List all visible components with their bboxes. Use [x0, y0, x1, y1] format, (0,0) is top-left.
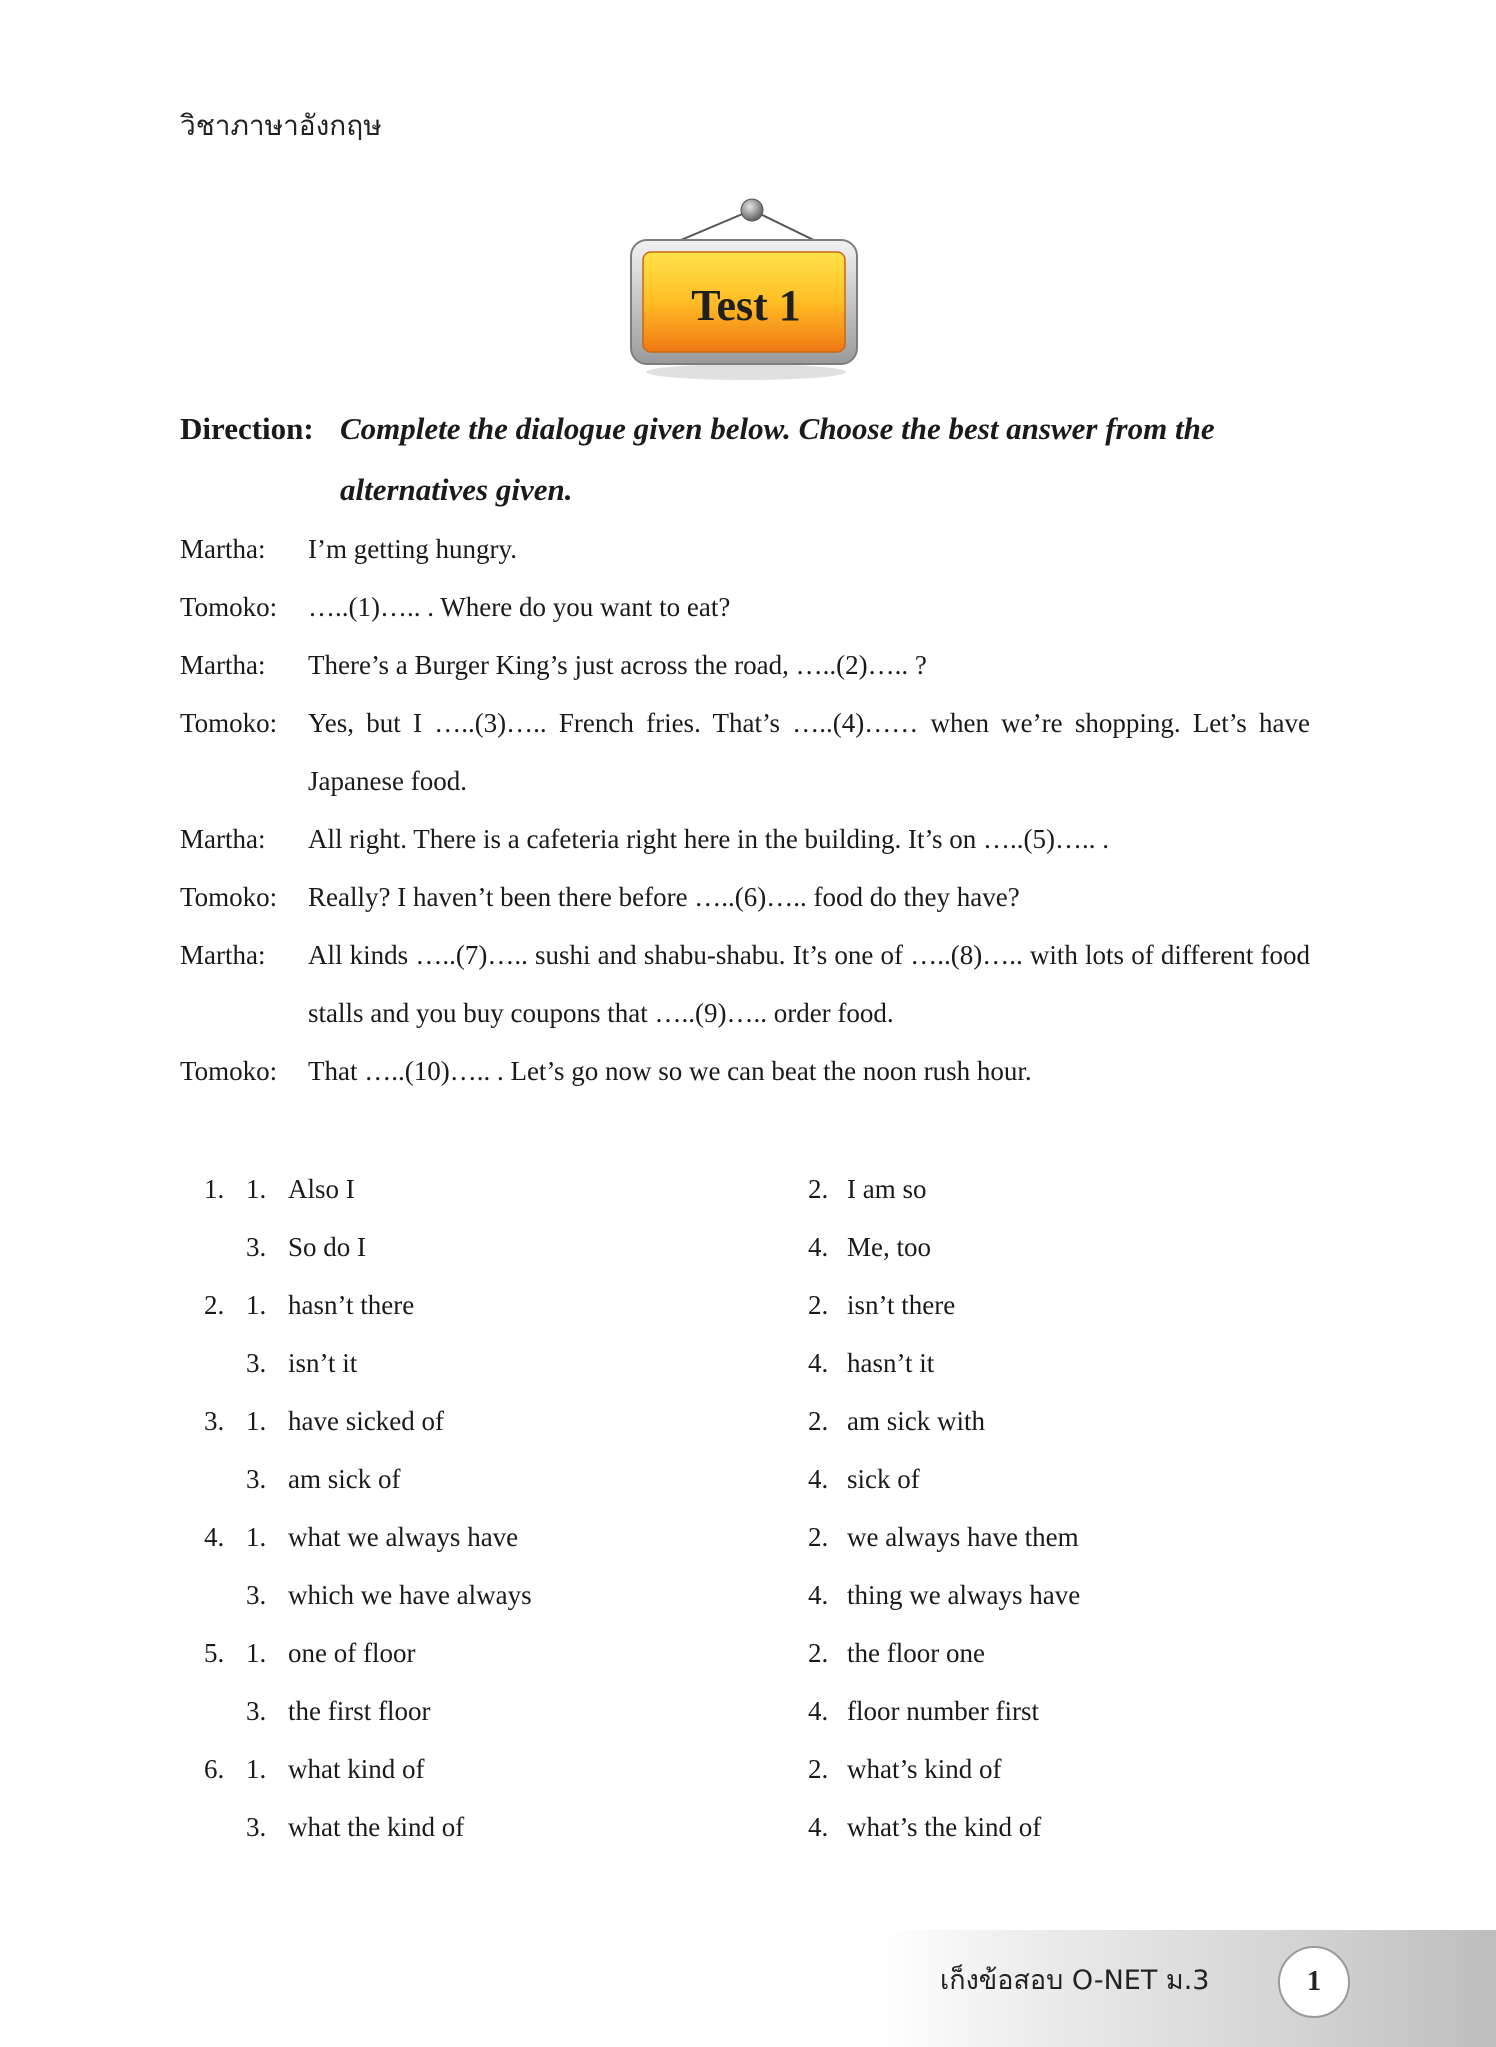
choice-number: 4.	[808, 1580, 829, 1610]
choice-number: 2.	[808, 1174, 829, 1204]
speaker-name: Martha:	[180, 650, 266, 680]
choice-number: 1.	[246, 1522, 267, 1552]
choice-text: what’s kind of	[847, 1754, 1002, 1784]
utterance-text: I’m getting hungry.	[308, 534, 517, 564]
choice-text: am sick with	[847, 1406, 985, 1436]
option-row	[180, 1218, 1180, 1276]
choice-number: 3.	[246, 1696, 267, 1726]
utterance-text: Yes, but I …..(3)….. French fries. That’s …..(4)…… when we’re shopping. Let’s have Japanese food.	[308, 708, 1310, 796]
direction-text: Complete the dialogue given below. Choose the best answer from the alternatives given.	[340, 411, 1215, 507]
dialogue-line	[180, 578, 1310, 636]
subject-header: วิชาภาษาอังกฤษ	[180, 109, 382, 142]
choice-text: isn’t there	[847, 1290, 956, 1320]
question-number: 5.	[204, 1638, 225, 1668]
choice-number: 2.	[808, 1638, 829, 1668]
question-number: 2.	[204, 1290, 225, 1320]
choice-text: I am so	[847, 1174, 927, 1204]
utterance-text: All right. There is a cafeteria right here in the building. It’s on …..(5)….. .	[308, 824, 1110, 854]
choice-number: 2.	[808, 1522, 829, 1552]
choice-number: 4.	[808, 1348, 829, 1378]
speaker-name: Tomoko:	[180, 882, 278, 912]
choice-text: what the kind of	[288, 1812, 465, 1842]
choice-text: the first floor	[288, 1696, 431, 1726]
option-row	[180, 1566, 1180, 1624]
book-title: เก็งข้อสอบ O-NET ม.3	[940, 1965, 1210, 1996]
utterance-text: All kinds …..(7)….. sushi and shabu-shabu. It’s one of …..(8)….. with lots of different food stalls and you buy coupons that …..(9)….. order food.	[308, 940, 1310, 1028]
question-number: 1.	[204, 1174, 225, 1204]
option-row	[180, 1392, 1180, 1450]
choice-text: which we have always	[288, 1580, 532, 1610]
choice-number: 3.	[246, 1464, 267, 1494]
choice-text: one of floor	[288, 1638, 416, 1668]
direction-label: Direction:	[180, 411, 314, 446]
dialogue-line	[180, 868, 1310, 926]
utterance-text: That …..(10)….. . Let’s go now so we can beat the noon rush hour.	[308, 1056, 1032, 1086]
question-number: 6.	[204, 1754, 225, 1784]
choice-text: what kind of	[288, 1754, 425, 1784]
option-row	[180, 1450, 1180, 1508]
choice-number: 3.	[246, 1812, 267, 1842]
option-row	[180, 1160, 1180, 1218]
choice-number: 4.	[808, 1696, 829, 1726]
option-row	[180, 1740, 1180, 1798]
dialogue	[180, 520, 1310, 1100]
utterance-text: Really? I haven’t been there before …..(6)….. food do they have?	[308, 882, 1020, 912]
speaker-name: Martha:	[180, 534, 266, 564]
choice-text: hasn’t it	[847, 1348, 935, 1378]
choice-number: 2.	[808, 1290, 829, 1320]
option-row	[180, 1334, 1180, 1392]
option-row	[180, 1276, 1180, 1334]
choice-number: 1.	[246, 1290, 267, 1320]
answer-options	[180, 1160, 1180, 1856]
option-row	[180, 1682, 1180, 1740]
sign-title: Test 1	[691, 281, 801, 330]
test-sign	[628, 192, 864, 392]
utterance-text: There’s a Burger King’s just across the road, …..(2)….. ?	[308, 650, 927, 680]
choice-text: we always have them	[847, 1522, 1079, 1552]
choice-text: thing we always have	[847, 1580, 1081, 1610]
speaker-name: Tomoko:	[180, 1056, 278, 1086]
dialogue-line	[180, 694, 1310, 810]
choice-number: 4.	[808, 1232, 829, 1262]
choice-number: 4.	[808, 1464, 829, 1494]
choice-text: am sick of	[288, 1464, 401, 1494]
option-row	[180, 1624, 1180, 1682]
choice-text: sick of	[847, 1464, 920, 1494]
dialogue-line	[180, 636, 1310, 694]
utterance-text: …..(1)….. . Where do you want to eat?	[308, 592, 731, 622]
speaker-name: Tomoko:	[180, 592, 278, 622]
choice-number: 4.	[808, 1812, 829, 1842]
choice-number: 3.	[246, 1232, 267, 1262]
option-row	[180, 1798, 1180, 1856]
choice-text: what’s the kind of	[847, 1812, 1042, 1842]
dialogue-line	[180, 810, 1310, 868]
choice-text: floor number first	[847, 1696, 1039, 1726]
choice-text: Also I	[288, 1174, 355, 1204]
choice-text: So do I	[288, 1232, 367, 1262]
choice-number: 1.	[246, 1406, 267, 1436]
speaker-name: Martha:	[180, 824, 266, 854]
choice-text: what we always have	[288, 1522, 519, 1552]
dialogue-line	[180, 926, 1310, 1042]
choice-number: 2.	[808, 1754, 829, 1784]
question-number: 4.	[204, 1522, 225, 1552]
choice-text: the floor one	[847, 1638, 985, 1668]
choice-number: 1.	[246, 1754, 267, 1784]
choice-number: 1.	[246, 1174, 267, 1204]
question-number: 3.	[204, 1406, 225, 1436]
dialogue-line	[180, 520, 1310, 578]
speaker-name: Tomoko:	[180, 708, 278, 738]
page-number: 1	[1278, 1946, 1350, 2018]
choice-text: hasn’t there	[288, 1290, 415, 1320]
choice-number: 3.	[246, 1348, 267, 1378]
choice-text: have sicked of	[288, 1406, 444, 1436]
dialogue-line	[180, 1042, 1310, 1100]
choice-number: 3.	[246, 1580, 267, 1610]
choice-text: Me, too	[847, 1232, 931, 1262]
choice-text: isn’t it	[288, 1348, 358, 1378]
option-row	[180, 1508, 1180, 1566]
speaker-name: Martha:	[180, 940, 266, 970]
choice-number: 2.	[808, 1406, 829, 1436]
choice-number: 1.	[246, 1638, 267, 1668]
